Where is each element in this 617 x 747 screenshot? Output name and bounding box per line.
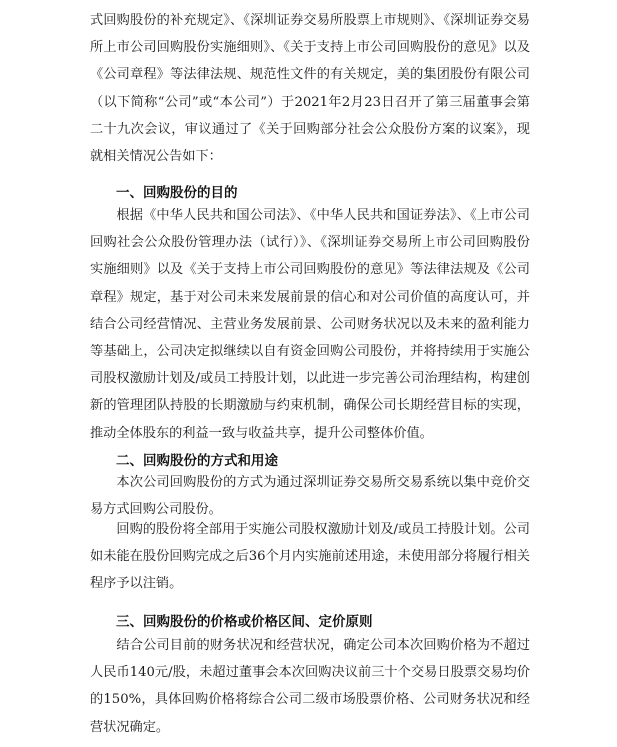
section-2-paragraph-2: 回购的股份将全部用于实施公司股权激励计划及/或员工持股计划。公司如未能在股份回购完成之后36个月内实施前述用途，未使用部分将履行相关程序予以注销。	[90, 522, 530, 592]
section-1-paragraph-1: 根据《中华人民共和国公司法》、《中华人民共和国证券法》、《上市公司回购社会公众股份管理办法（试行）》、《深圳证券交易所上市公司回购股份实施细则》以及《关于支持上市公司回购股份的意见》等法律法规及《公司章程》规定，基于对公司未来发展前景的信心和对公司价值的高度认可，并结合公司经营情况、主营业务发展前景、公司财务状况以及未来的盈利能力等基础上，公司决定拟继续以自有资金回购公司股份，并将持续用于实施公司股权激励计划及/或员工持股计划，以此进一步完善公司治理结构，构建创新的管理团队持股的长期激励与约束机制，确保公司长期经营目标的实现，推动全体股东的利益一致与收益共享，提升公司整体价值。	[90, 208, 530, 441]
section-2-paragraph-1: 本次公司回购股份的方式为通过深圳证券交易所交易系统以集中竞价交易方式回购公司股份。	[90, 475, 530, 518]
section-2-heading: 二、回购股份的方式和用途	[116, 453, 278, 469]
intro-paragraph: 式回购股份的补充规定》、《深圳证券交易所股票上市规则》、《深圳证券交易所上市公司回购股份实施细则》、《关于支持上市公司回购股份的意见》以及《公司章程》等法律法规、规范性文件的有关规定，美的集团股份有限公司（以下简称“公司”或“本公司”）于2021年2月23日召开了第三届董事会第二十九次会议，审议通过了《关于回购部分社会公众股份方案的议案》，现就相关情况公告如下：	[90, 13, 530, 165]
section-3-heading: 三、回购股份的价格或价格区间、定价原则	[116, 614, 373, 630]
section-1-heading: 一、回购股份的目的	[116, 185, 238, 201]
section-3-paragraph-1: 结合公司目前的财务状况和经营状况，确定公司本次回购价格为不超过人民币140元/股，未超过董事会本次回购决议前三十个交易日股票交易均价的150%，具体回购价格将综合公司二级市场股票价格、公司财务状况和经营状况确定。	[90, 638, 530, 735]
